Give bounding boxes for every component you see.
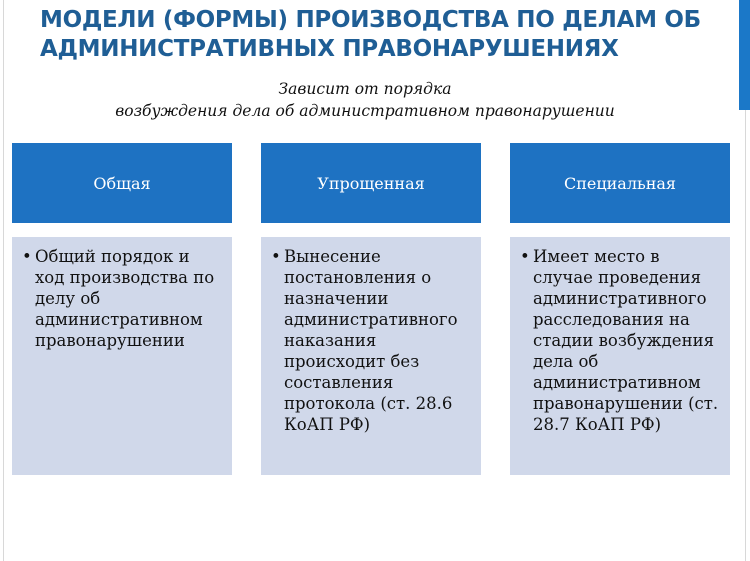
header-general: Общая — [12, 143, 232, 223]
content-text: Имеет место в случае проведения административного расследования на стадии возбуждения дела об административном правонарушении (ст. 28.7 КоАП РФ) — [533, 247, 719, 434]
list-item — [271, 246, 473, 435]
subtitle — [60, 78, 670, 122]
list-item — [520, 246, 722, 435]
accent-bar — [739, 0, 750, 110]
list-item — [22, 246, 224, 351]
bullet-icon: • — [520, 247, 530, 266]
bullet-icon: • — [22, 247, 32, 266]
content-special — [510, 237, 730, 475]
content-text: Общий порядок и ход производства по делу об административном правонарушении — [35, 247, 215, 350]
left-border-line — [3, 0, 4, 561]
header-special: Специальная — [510, 143, 730, 223]
bullet-icon: • — [271, 247, 281, 266]
right-border-line — [745, 110, 746, 561]
content-general — [12, 237, 232, 475]
header-simplified: Упрощенная — [261, 143, 481, 223]
content-text: Вынесение постановления о назначении административного наказания происходит без составления протокола (ст. 28.6 КоАП РФ) — [284, 247, 458, 434]
subtitle-line-1: Зависит от порядка — [278, 80, 452, 98]
content-simplified — [261, 237, 481, 475]
subtitle-line-2: возбуждения дела об административном правонарушении — [115, 102, 615, 120]
slide-title: МОДЕЛИ (ФОРМЫ) ПРОИЗВОДСТВА ПО ДЕЛАМ ОБ АДМИНИСТРАТИВНЫХ ПРАВОНАРУШЕНИЯХ — [40, 7, 701, 62]
